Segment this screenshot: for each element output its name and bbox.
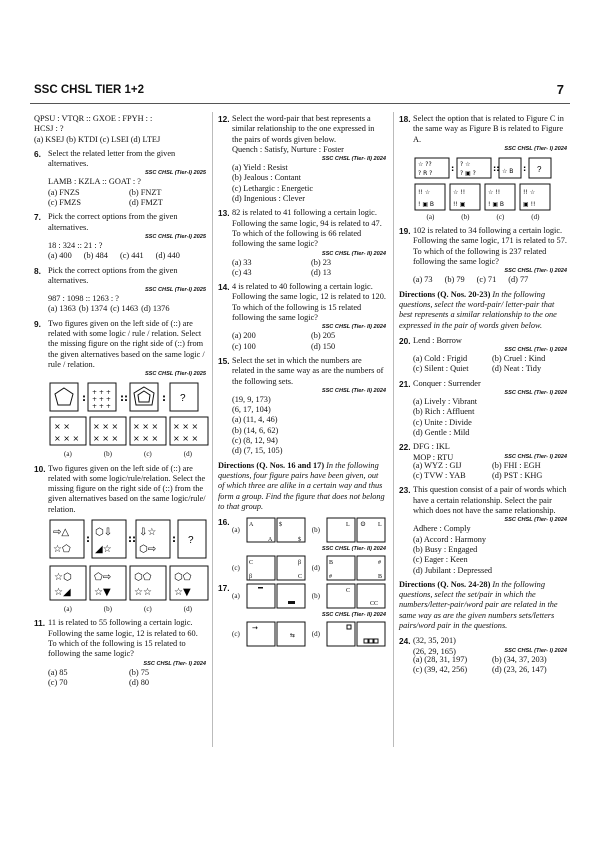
svg-text:◢☆: ◢☆: [95, 544, 112, 556]
svg-text:× × ×: × × ×: [93, 434, 119, 444]
svg-text:☆▼: ☆▼: [174, 587, 191, 599]
svg-text:☆ !!: ☆ !!: [488, 188, 501, 196]
figure-glyph: β: [248, 574, 252, 581]
option: (b) 484: [83, 251, 108, 261]
answer-figures: [413, 182, 553, 212]
option-label: (a): [232, 591, 240, 600]
question-text: 82 is related to 41 following a certain logic. Following the same logic, 94 is related to 47. To which of the following is 66 related following the same logic?: [232, 208, 382, 249]
question-text: Select the set in which the numbers are related in the same way as are the numbers of the following sets.: [232, 355, 384, 386]
figure-pair: [246, 621, 306, 647]
option: (d) 150: [311, 341, 336, 351]
question-item: 18 : 324 :: 21 : ?: [48, 240, 103, 250]
svg-text:⬡⬠: ⬡⬠: [134, 572, 152, 584]
column-3: [399, 114, 567, 679]
question-8: [34, 266, 206, 315]
question-number: 17.: [218, 583, 230, 594]
question-number: 15.: [218, 355, 230, 366]
option-label: (b): [311, 525, 320, 534]
column-2: [218, 114, 386, 651]
column-divider: [393, 112, 394, 747]
svg-text:⇨△: ⇨△: [53, 527, 70, 539]
svg-text:::: ::: [120, 393, 128, 405]
option-label: (c): [143, 605, 152, 614]
option: (d) (7, 15, 105): [232, 446, 283, 456]
option: (a) 400: [48, 251, 72, 261]
option: (b) 75: [129, 667, 150, 677]
svg-text:! ▣ B: ! ▣ B: [418, 200, 435, 208]
figure-row: [232, 555, 386, 581]
option: (c) 100: [232, 341, 256, 351]
question-item: LAMB : KZLA :: GOAT : ?: [48, 177, 141, 187]
svg-text::: :: [82, 393, 86, 405]
question-number: 14.: [218, 282, 230, 293]
exam-source: SSC CHSL (Tier- II) 2024: [321, 250, 386, 257]
option: (b) Jealous : Contant: [232, 173, 301, 183]
question-number: 9.: [34, 318, 41, 329]
svg-text:!! ☆: !! ☆: [418, 188, 431, 196]
given-set: (26, 29, 165): [413, 646, 456, 656]
svg-text:? R ?: ? R ?: [418, 169, 433, 177]
option: (b) 23: [311, 257, 332, 267]
option: (a) 200: [232, 331, 256, 341]
exam-source: SSC CHSL (Tier- II) 2024: [321, 156, 386, 163]
option-label: (a): [64, 605, 72, 614]
option-label: (d): [311, 563, 320, 572]
question-22: [399, 442, 567, 481]
question-number: 24.: [399, 636, 411, 647]
figure-pair: [246, 517, 306, 543]
figure-glyph: β: [297, 560, 301, 567]
directions-heading: Directions (Q. Nos. 20-23): [399, 289, 491, 299]
exam-source: SSC CHSL (Tier- I) 2024: [504, 647, 567, 654]
option: (c) 1463: [110, 304, 139, 314]
directions-body: In the following questions, four figure pairs have been given, out of which three are alike in a certain way and thus form a group. Find the figure that does not belong to that group.: [218, 460, 385, 511]
figure-row: [232, 517, 386, 543]
question-item: Quench : Satisfy, Nurture : Foster: [232, 144, 344, 154]
option: (c) (8, 12, 94): [232, 436, 278, 446]
option-label: (a): [64, 450, 72, 459]
question-23: [399, 485, 567, 575]
exam-source: SSC CHSL (Tier- I) 2024: [504, 268, 567, 275]
question-item: Conquer : Surrender: [413, 378, 481, 388]
option: (a) 1363: [48, 304, 76, 314]
exam-source: SSC CHSL (Tier- II) 2024: [321, 387, 386, 394]
option: (c) 43: [232, 267, 252, 277]
question-number: 12.: [218, 114, 230, 124]
directions-16-17: [218, 461, 386, 512]
option: (d) 80: [129, 677, 150, 687]
question-item: Lend : Borrow: [413, 335, 462, 345]
question-10: [34, 464, 206, 615]
option: (c) Silent : Quiet: [413, 364, 469, 374]
question-text: 102 is related to 34 following a certain logic. Following the same logic, 171 is related to 57. To which of the following is 237 related following the same logic?: [413, 226, 567, 267]
column-1: [34, 114, 206, 692]
question-number: 13.: [218, 208, 230, 219]
question-text: Two figures given on the left side of (::) are related with some logic / rule / relation. Select the missing figure on the right side of (::) from the given alternatives based on the same logic / rule / relation.: [48, 318, 205, 369]
svg-text:? ▣ ?: ? ▣ ?: [460, 169, 476, 177]
option: (a) 85: [48, 667, 68, 677]
option-label: (b): [103, 605, 112, 614]
svg-text:× × ×: × × ×: [93, 422, 119, 432]
options: [48, 251, 206, 261]
svg-text:☆☆: ☆☆: [134, 587, 152, 599]
question-text: Select the word-pair that best represents a similar relationship to the one expressed in the pairs of words given below.: [232, 114, 375, 144]
option: (d) PST : KHG: [492, 471, 543, 481]
question-line: HCSJ : ?: [34, 124, 64, 134]
figure-glyph: #: [328, 574, 332, 581]
option: (a) Cold : Frigid: [413, 354, 468, 364]
question-text: Two figures given on the left side of (::) are related with some logic/rule/relation. Select the missing figure on the right side of (::) from the given alternatives based on the same logic/rule/ relation.: [48, 463, 206, 514]
figure-glyph: C: [345, 588, 350, 595]
svg-text:× × ×: × × ×: [173, 434, 199, 444]
option-label: (c): [232, 563, 240, 572]
svg-text::: :: [162, 393, 166, 405]
option: (a) Accord : Harmony: [413, 534, 487, 544]
question-number: 7.: [34, 212, 41, 223]
figure-glyph: L: [377, 522, 382, 529]
question-item: MOP : RTU: [413, 452, 454, 462]
option: (b) 79: [444, 275, 465, 285]
question-text: Select the option that is related to Figure C in the same way as Figure B is related to Figure A.: [413, 114, 564, 144]
question-item: 987 : 1098 :: 1263 : ?: [48, 294, 119, 304]
svg-text:× ×: × ×: [54, 422, 70, 432]
directions-heading: Directions (Q. Nos. 16 and 17): [218, 460, 325, 470]
question-16: [218, 517, 386, 581]
figure-glyph: $: [297, 537, 301, 544]
option: (d) Ingenious : Clever: [232, 194, 306, 204]
svg-text:▣ !!: ▣ !!: [523, 200, 536, 208]
svg-text:☆▼: ☆▼: [94, 587, 111, 599]
svg-text::: :: [172, 534, 176, 546]
svg-text:☆⬡: ☆⬡: [54, 572, 72, 584]
missing-figure-mark: ?: [537, 164, 542, 174]
figure-pair: [326, 555, 386, 581]
option: (b) 205: [311, 331, 336, 341]
question-number: 18.: [399, 114, 411, 124]
option: (c) (39, 42, 256): [413, 665, 468, 675]
options: [413, 461, 567, 482]
svg-text:☆ !!: ☆ !!: [453, 188, 466, 196]
option: (c) Lethargic : Energetic: [232, 183, 314, 193]
option: (b) Cruel : Kind: [492, 354, 546, 364]
question-text: Select the related letter from the given alternatives.: [48, 148, 176, 169]
question-17: [218, 583, 386, 647]
option-label: (d): [311, 629, 320, 638]
option: (a) 73: [413, 275, 433, 285]
directions-body: In the following questions, select the set/pair in which the numbers/letter-pair/word pair are related in the same way as are the given numbers sets/letters pairs/word pair in the questions.: [399, 579, 558, 630]
option-label: (b): [461, 212, 470, 221]
figure-glyph: B: [328, 560, 333, 567]
option-label: (c): [496, 212, 505, 221]
svg-text::: :: [86, 534, 90, 546]
svg-text:+ + +: + + +: [92, 403, 111, 411]
option: (b) FNZT: [129, 187, 162, 197]
question-7: [34, 212, 206, 261]
option-label: (d): [183, 450, 192, 459]
given-set: (32, 35, 201): [413, 636, 456, 646]
question-6: [34, 149, 206, 208]
svg-text::: :: [523, 163, 527, 173]
option: (b) 1374: [78, 304, 108, 314]
question-number: 16.: [218, 517, 230, 528]
question-number: 11.: [34, 618, 46, 629]
option-label: (b): [311, 591, 320, 600]
svg-text:!! ☆: !! ☆: [523, 188, 536, 196]
exam-source: SSC CHSL (Tier- I) 2024: [143, 660, 206, 667]
option: (c) 441: [119, 251, 144, 261]
option-label: (c): [143, 450, 152, 459]
option: (d) Jubilant : Depressed: [413, 565, 493, 575]
question-21: [399, 379, 567, 438]
exam-source: SSC CHSL (Tier-I) 2025: [144, 371, 206, 378]
figure-series: [48, 381, 208, 413]
exam-source: SSC CHSL (Tier-I) 2025: [144, 287, 206, 294]
given-set: (19, 9, 173): [232, 394, 271, 404]
svg-text:⇆: ⇆: [289, 632, 295, 640]
option: (c) 70: [48, 677, 68, 687]
question-number: 8.: [34, 265, 41, 276]
question-number: 19.: [399, 226, 411, 237]
question-number: 6.: [34, 148, 41, 159]
option: (a) (28, 31, 197): [413, 654, 468, 664]
answer-figures: [48, 415, 212, 449]
exam-source: SSC CHSL (Tier- II) 2024: [321, 324, 386, 331]
option: (d) 440: [155, 251, 180, 261]
figure-glyph: A: [267, 537, 273, 544]
option: (c) Unite : Divide: [413, 417, 472, 427]
options: [413, 275, 567, 285]
svg-text:⬡⬠: ⬡⬠: [174, 572, 192, 584]
svg-text:! ▣ B: ! ▣ B: [488, 200, 505, 208]
options: [413, 354, 567, 375]
svg-text:::: ::: [128, 534, 136, 546]
figure-glyph: ⊙: [359, 520, 366, 529]
figure-pair: [326, 517, 386, 543]
question-10-figure: [48, 518, 206, 614]
question-20: [399, 336, 567, 375]
column-divider: [212, 112, 213, 747]
question-number: 20.: [399, 335, 411, 346]
option: (a) FNZS: [48, 187, 80, 197]
options-line: (a) KSEJ (b) KTDI (c) LSEI (d) LTEJ: [34, 134, 161, 144]
figure-series: [48, 518, 208, 562]
figure-glyph: L: [345, 522, 350, 529]
options: [48, 188, 206, 209]
question-24: [399, 636, 567, 675]
option: (b) (34, 37, 203): [492, 654, 547, 664]
options: [48, 668, 206, 689]
question-13: [218, 208, 386, 278]
option: (d) Neat : Tidy: [492, 364, 542, 374]
option: (b) (14, 6, 62): [232, 425, 279, 435]
question-text: This question consist of a pair of words which have a certain relationship. Select the pair which does not have the same relationship.: [413, 485, 567, 516]
question-item: DFG : IKL: [413, 442, 450, 452]
option-label: (c): [232, 629, 240, 638]
question-18-figure: [413, 156, 567, 222]
figure-glyph: $: [278, 522, 282, 529]
figure-glyph: C: [297, 574, 302, 581]
option: (d) (23, 26, 147): [492, 665, 547, 675]
svg-text:⇩☆: ⇩☆: [139, 527, 157, 539]
option: (b) FHI : EGH: [492, 460, 541, 470]
svg-text:☆ ??: ☆ ??: [418, 160, 432, 168]
question-item: Adhere : Comply: [413, 524, 471, 534]
question-11: [34, 618, 206, 688]
directions-heading: Directions (Q. Nos. 24-28): [399, 579, 491, 589]
missing-figure-mark: ?: [188, 535, 194, 547]
figure-series: [413, 156, 553, 180]
figure-pair: [246, 555, 306, 581]
question-18: [399, 114, 567, 222]
option: (d) 1376: [141, 304, 170, 314]
option: (a) 33: [232, 257, 252, 267]
answer-figures: [48, 564, 212, 604]
header-rule: [30, 103, 570, 104]
exam-source: SSC CHSL (Tier- I) 2024: [504, 453, 567, 460]
figure-glyph: B: [377, 574, 382, 581]
figure-row: [232, 621, 386, 647]
question-text: Pick the correct options from the given alternatives.: [48, 212, 178, 232]
figure-glyph: #: [377, 560, 381, 567]
question-19: [399, 226, 567, 285]
svg-text:× × ×: × × ×: [133, 434, 159, 444]
exam-source: SSC CHSL (Tier- I) 2024: [504, 347, 567, 354]
option-label: (d): [531, 212, 540, 221]
svg-text:× × ×: × × ×: [173, 422, 199, 432]
options: [232, 258, 386, 279]
question-12: [218, 114, 386, 204]
question-15: [218, 356, 386, 457]
exam-source: SSC CHSL (Tier- II) 2024: [321, 546, 386, 553]
options: [48, 304, 206, 314]
figure-pair: [246, 583, 306, 609]
option-label: (a): [232, 525, 240, 534]
exam-source: SSC CHSL (Tier-I) 2025: [144, 233, 206, 240]
svg-text:⬡⇩: ⬡⇩: [95, 527, 113, 539]
missing-figure-mark: ?: [180, 393, 186, 405]
book-title: SSC CHSL TIER 1+2: [34, 84, 145, 96]
question-line: QPSU : VTQR :: GXOE : FPYH : :: [34, 114, 153, 123]
figure-pair: [326, 621, 386, 647]
option: (c) Eager : Keen: [413, 555, 468, 565]
directions-20-23: [399, 290, 567, 331]
exam-source: SSC CHSL (Tier-I) 2025: [144, 170, 206, 177]
question-text: 11 is related to 55 following a certain logic. Following the same logic, 12 is related to 60. To which of the following is 15 related to following the same logic?: [48, 618, 198, 659]
question-14: [218, 282, 386, 352]
svg-text:? ☆: ? ☆: [460, 160, 471, 168]
option: (d) Gentle : Mild: [413, 427, 470, 437]
svg-text:::: ::: [493, 163, 500, 173]
svg-text:⬡⇨: ⬡⇨: [139, 544, 157, 556]
exam-source: SSC CHSL (Tier- I) 2024: [504, 390, 567, 397]
options: [232, 331, 386, 352]
option: (a) (11, 4, 46): [232, 415, 278, 425]
exam-source: SSC CHSL (Tier- II) 2024: [321, 612, 386, 619]
svg-text:× × ×: × × ×: [133, 422, 159, 432]
question-number: 21.: [399, 378, 411, 389]
svg-text:× × ×: × × ×: [54, 434, 80, 444]
question-9-figure: [48, 381, 206, 459]
directions-24-28: [399, 580, 567, 631]
option: (c) 71: [476, 275, 497, 285]
question-5-tail: [34, 114, 206, 145]
svg-text:+ + +: + + +: [92, 396, 111, 404]
question-text: 4 is related to 40 following a certain logic. Following the same logic, 12 is related to 120. To which of the following is 15 related following the same logic?: [232, 282, 386, 323]
figure-glyph: A: [248, 522, 254, 529]
option: (a) Lively : Vibrant: [413, 397, 478, 407]
option: (a) WYZ : GIJ: [413, 460, 462, 470]
option: (b) Rich : Affluent: [413, 407, 475, 417]
figure-glyph: CC: [369, 601, 378, 608]
option: (a) Yield : Resist: [232, 163, 288, 173]
question-number: 23.: [399, 485, 411, 496]
figure-glyph: C: [248, 560, 253, 567]
option-label: (d): [183, 605, 192, 614]
option: (d) 77: [508, 275, 529, 285]
question-number: 22.: [399, 442, 411, 453]
svg-text:⬠⇨: ⬠⇨: [94, 572, 112, 584]
page-number: 7: [556, 82, 564, 97]
svg-text::: :: [451, 163, 455, 173]
svg-text:+ + +: + + +: [92, 389, 111, 397]
exam-source: SSC CHSL (Tier- I) 2024: [504, 517, 567, 524]
svg-text:☆ B: ☆ B: [502, 167, 514, 175]
option: (d) 13: [311, 267, 332, 277]
question-number: 10.: [34, 463, 46, 474]
option-label: (a): [426, 212, 435, 221]
question-text: Pick the correct options from the given alternatives.: [48, 265, 178, 285]
svg-text:☆◢: ☆◢: [54, 587, 71, 599]
directions-body: In the following questions, select the word-pair/ letter-pair that best represents a similar relationship to the one expressed in the pair of words given below.: [399, 289, 557, 330]
given-set: (6, 17, 104): [232, 405, 271, 415]
option: (d) FMZT: [129, 198, 163, 208]
svg-text:→: →: [251, 624, 258, 633]
options: [413, 655, 567, 676]
svg-text:!! ▣: !! ▣: [453, 200, 466, 208]
figure-row: [232, 583, 386, 609]
option-label: (b): [103, 450, 112, 459]
question-9: [34, 319, 206, 460]
option: (b) Busy : Engaged: [413, 544, 478, 554]
option: (c) FMZS: [48, 198, 81, 208]
exam-source: SSC CHSL (Tier- I) 2024: [504, 145, 567, 152]
figure-pair: [326, 583, 386, 609]
svg-text:☆⬠: ☆⬠: [53, 544, 71, 556]
option: (c) TVW : YAB: [413, 471, 466, 481]
